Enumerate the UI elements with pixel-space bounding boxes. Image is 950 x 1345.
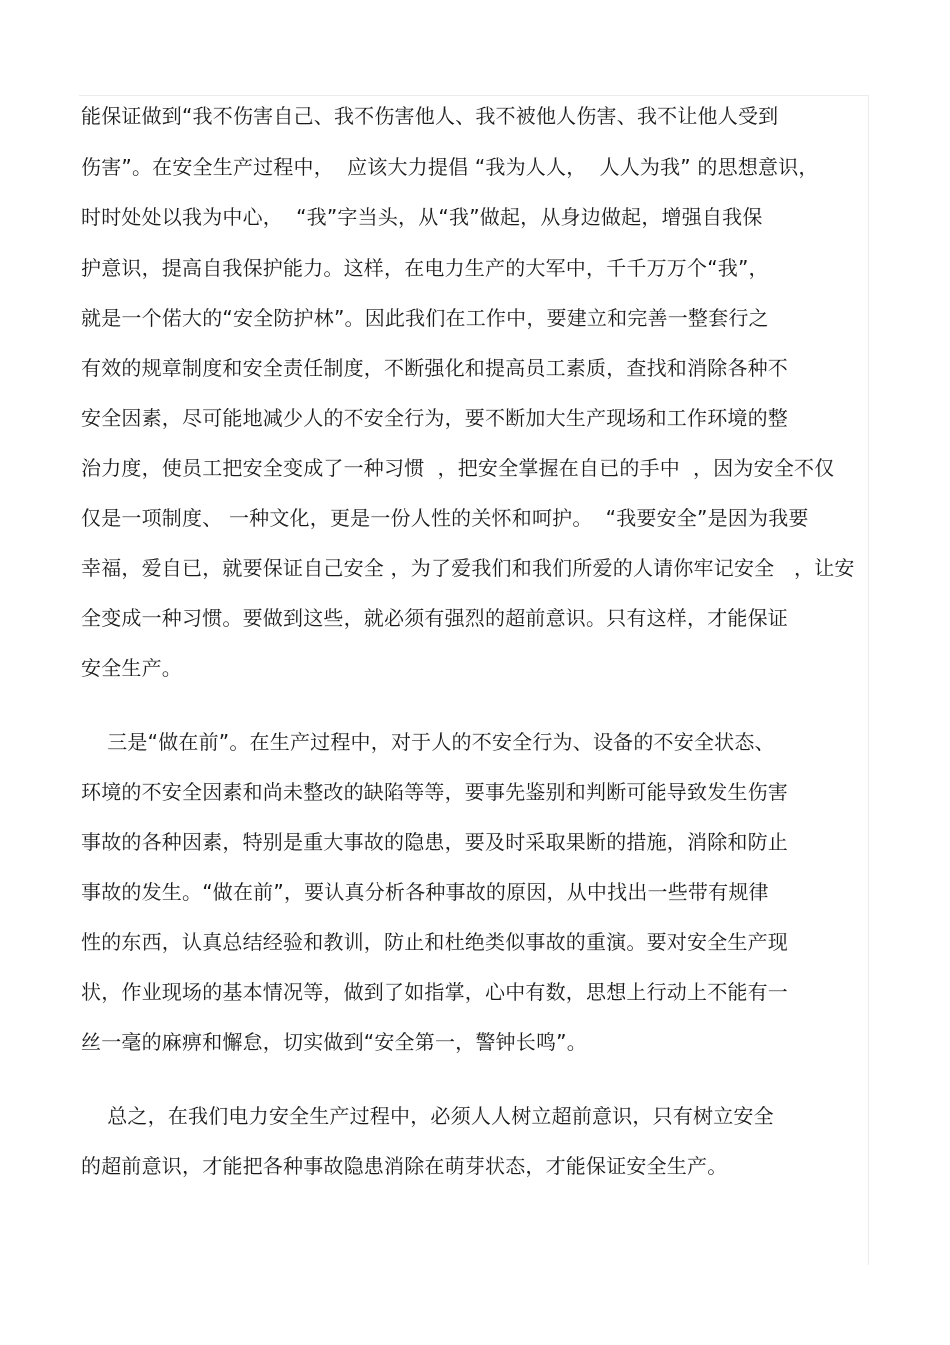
text-line: 安全生产。 xyxy=(81,656,182,680)
page-right-border xyxy=(868,95,869,1265)
text-line: 能保证做到“我不伤害自己、我不伤害他人、我不被他人伤害、我不让他人受到 xyxy=(81,104,779,128)
text-line: 护意识，提高自我保护能力。这样，在电力生产的大军中，千千万万个“我”， xyxy=(81,256,769,280)
text-line: 幸福，爱自已，就要保证自己安全 ，为了爱我们和我们所爱的人请你牢记安全 ，让安 xyxy=(81,556,855,580)
text-line: 环境的不安全因素和尚未整改的缺陷等等，要事先鉴别和判断可能导致发生伤害 xyxy=(81,780,788,804)
text-line: 有效的规章制度和安全责任制度，不断强化和提高员工素质，查找和消除各种不 xyxy=(81,356,788,380)
text-line: 事故的各种因素，特别是重大事故的隐患，要及时采取果断的措施，消除和防止 xyxy=(81,830,788,854)
text-line: 就是一个偌大的“安全防护林”。因此我们在工作中，要建立和完善一整套行之 xyxy=(81,306,769,330)
text-line: 时时处处以我为中心， “我”字当头，从“我”做起，从身边做起，增强自我保 xyxy=(81,205,763,229)
text-line: 状，作业现场的基本情况等，做到了如指掌，心中有数，思想上行动上不能有一 xyxy=(81,980,788,1004)
text-line: 全变成一种习惯。要做到这些，就必须有强烈的超前意识。只有这样，才能保证 xyxy=(81,606,788,630)
text-line: 总之，在我们电力安全生产过程中，必须人人树立超前意识，只有树立安全 xyxy=(81,1104,774,1128)
text-line: 仅是一项制度、 一种文化，更是一份人性的关怀和呵护。 “我要安全”是因为我要 xyxy=(81,506,809,530)
text-line: 丝一毫的麻痹和懈怠，切实做到“安全第一，警钟长鸣”。 xyxy=(81,1030,587,1054)
text-line: 事故的发生。“做在前”，要认真分析各种事故的原因，从中找出一些带有规律 xyxy=(81,880,769,904)
text-line: 性的东西，认真总结经验和教训，防止和杜绝类似事故的重演。要对安全生产现 xyxy=(81,930,788,954)
text-line: 三是“做在前”。在生产过程中，对于人的不安全行为、设备的不安全状态、 xyxy=(81,730,775,754)
text-line: 的超前意识，才能把各种事故隐患消除在萌芽状态，才能保证安全生产。 xyxy=(81,1154,728,1178)
text-line: 治力度，使员工把安全变成了一种习惯 ，把安全掌握在自已的手中 ，因为安全不仅 xyxy=(81,456,835,480)
text-line: 安全因素，尽可能地减少人的不安全行为，要不断加大生产现场和工作环境的整 xyxy=(81,406,788,430)
page-top-border xyxy=(79,95,869,96)
text-line: 伤害”。在安全生产过程中， 应该大力提倡 “我为人人， 人人为我” 的思想意识， xyxy=(81,155,819,179)
